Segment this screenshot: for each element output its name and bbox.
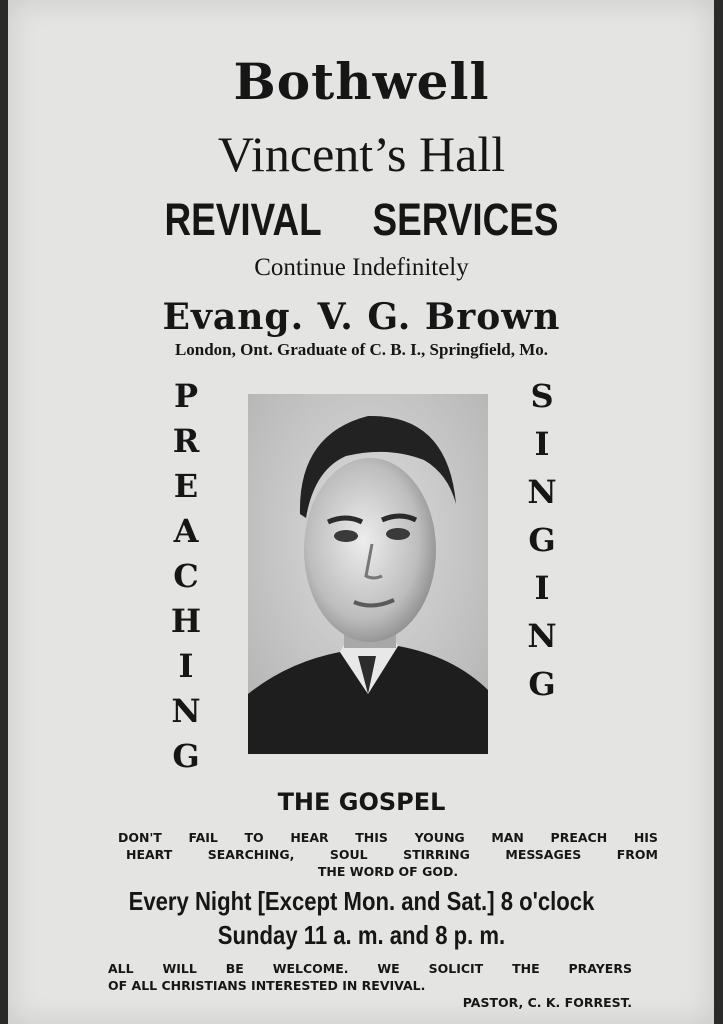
closing-paragraph bbox=[108, 960, 632, 1011]
portrait-image bbox=[248, 394, 488, 754]
preaching-letter: I bbox=[178, 647, 194, 685]
word: ALL bbox=[108, 961, 134, 976]
town-title: Bothwell bbox=[233, 52, 490, 111]
word: PREACH bbox=[550, 830, 608, 845]
singing-letter: N bbox=[527, 473, 557, 511]
headline-services: SERVICES bbox=[372, 194, 559, 245]
message-row bbox=[118, 829, 658, 846]
word: HEART bbox=[126, 847, 173, 862]
word: THE bbox=[512, 961, 540, 976]
word: MESSAGES bbox=[505, 847, 582, 862]
preaching-letter: H bbox=[170, 602, 202, 640]
preaching-letter: A bbox=[173, 512, 199, 550]
evangelist-credentials: London, Ont. Graduate of C. B. I., Springfield, Mo. bbox=[174, 340, 549, 359]
singing-letter: N bbox=[527, 617, 557, 655]
word: WELCOME. bbox=[272, 961, 349, 976]
closing-row bbox=[108, 994, 632, 1011]
word: SOUL bbox=[329, 847, 368, 862]
pastor-signature: PASTOR, C. K. FORREST. bbox=[462, 995, 632, 1010]
singing-vertical bbox=[522, 377, 562, 703]
preaching-letter: C bbox=[173, 557, 199, 595]
singing-letter: G bbox=[528, 521, 556, 559]
preaching-letter: P bbox=[173, 377, 199, 415]
word: BE bbox=[225, 961, 244, 976]
gospel-heading: THE GOSPEL bbox=[277, 788, 446, 816]
word: MAN bbox=[491, 830, 524, 845]
message-row bbox=[118, 846, 658, 863]
word: YOUNG bbox=[414, 830, 465, 845]
preaching-letter: R bbox=[172, 422, 200, 460]
message-paragraph bbox=[118, 829, 658, 880]
word: SOLICIT bbox=[428, 961, 484, 976]
hall-name: Vincent’s Hall bbox=[217, 126, 506, 182]
word: WE bbox=[377, 961, 400, 976]
evangelist-portrait-photo bbox=[248, 394, 488, 754]
preaching-letter: G bbox=[172, 737, 200, 775]
word: THIS bbox=[355, 830, 388, 845]
headline-revival: REVIVAL bbox=[164, 194, 322, 245]
preaching-letter: N bbox=[171, 692, 201, 730]
singing-letter: I bbox=[534, 425, 550, 463]
word: WILL bbox=[162, 961, 197, 976]
word: FAIL bbox=[188, 830, 218, 845]
word: TO bbox=[244, 830, 264, 845]
closing-row bbox=[108, 977, 632, 994]
singing-letter: S bbox=[530, 377, 554, 415]
schedule-sunday: Sunday 11 a. m. and 8 p. m. bbox=[217, 920, 506, 950]
preaching-vertical bbox=[166, 377, 206, 775]
schedule-weeknights: Every Night [Except Mon. and Sat.] 8 o'clock bbox=[128, 886, 595, 916]
evangelist-name: Evang. V. G. Brown bbox=[162, 296, 561, 338]
singing-letter: G bbox=[528, 665, 556, 703]
message-row bbox=[118, 863, 658, 880]
word: SEARCHING, bbox=[207, 847, 295, 862]
word: OF ALL CHRISTIANS INTERESTED IN REVIVAL. bbox=[108, 978, 426, 993]
word: DON'T bbox=[118, 830, 162, 845]
word: THE WORD OF GOD. bbox=[317, 864, 459, 879]
word: HEAR bbox=[290, 830, 329, 845]
word: FROM bbox=[616, 847, 658, 862]
preaching-letter: E bbox=[173, 467, 199, 505]
closing-row bbox=[108, 960, 632, 977]
word: PRAYERS bbox=[568, 961, 632, 976]
singing-letter: I bbox=[534, 569, 550, 607]
subheadline: Continue Indefinitely bbox=[254, 254, 469, 281]
word: STIRRING bbox=[403, 847, 470, 862]
revival-services-headline bbox=[65, 194, 658, 246]
word: HIS bbox=[633, 830, 658, 845]
